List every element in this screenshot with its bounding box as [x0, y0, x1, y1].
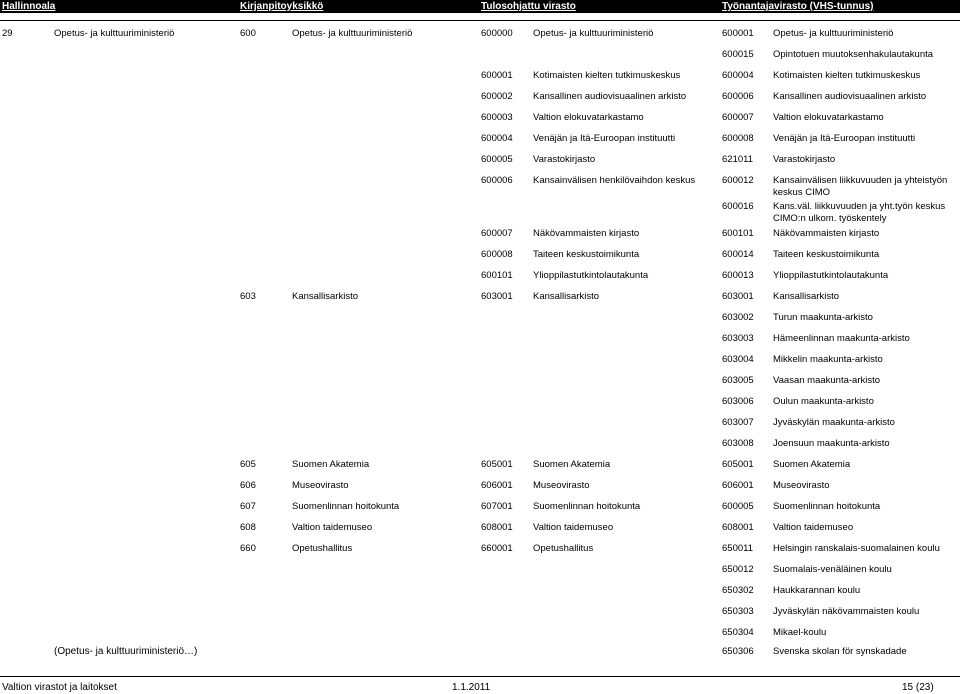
to-name: Taiteen keskustoimikunta — [533, 249, 640, 260]
header-kirjanpitoyksikko: Kirjanpitoyksikkö — [240, 1, 324, 12]
ta-name: Jyväskylän maakunta-arkisto — [773, 417, 895, 428]
to-name: Valtion elokuvatarkastamo — [533, 112, 644, 123]
header-tyonantajavirasto: Työnantajavirasto (VHS-tunnus) — [722, 1, 874, 12]
kp-code: 607 — [240, 501, 256, 512]
ta-name: Svenska skolan för synskadade — [773, 646, 907, 657]
ta-code: 600005 — [722, 501, 754, 512]
kp-code: 603 — [240, 291, 256, 302]
ta-code: 600012 — [722, 175, 754, 186]
ta-code: 600101 — [722, 228, 754, 239]
ta-code: 600008 — [722, 133, 754, 144]
header-hallinnonala: Hallinnoala — [2, 1, 56, 12]
to-name: Opetushallitus — [533, 543, 594, 554]
to-name: Suomenlinnan hoitokunta — [533, 501, 641, 512]
kp-name: Museovirasto — [292, 480, 349, 491]
ta-name: Kansainvälisen liikkuvuuden ja yhteistyön keskus CIMO — [773, 175, 948, 198]
kp-name: Opetus- ja kulttuuriministeriö — [292, 28, 413, 39]
footer-page-number: 15 (23) — [902, 682, 934, 693]
ta-code: 621011 — [722, 154, 753, 165]
kp-name: Suomen Akatemia — [292, 459, 370, 470]
ta-code: 600006 — [722, 91, 754, 102]
ta-name: Varastokirjasto — [773, 154, 836, 165]
kp-code: 605 — [240, 459, 256, 470]
to-code: 605001 — [481, 459, 513, 470]
to-code: 608001 — [481, 522, 513, 533]
ta-code: 603003 — [722, 333, 754, 344]
kp-code: 606 — [240, 480, 256, 491]
to-name: Kansallinen audiovisuaalinen arkisto — [533, 91, 687, 102]
to-name: Kotimaisten kielten tutkimuskeskus — [533, 70, 681, 81]
ta-name: Opintotuen muutoksenhakulautakunta — [773, 49, 934, 60]
ta-code: 650012 — [722, 564, 754, 575]
ta-code: 603004 — [722, 354, 754, 365]
to-code: 600000 — [481, 28, 513, 39]
to-code: 606001 — [481, 480, 513, 491]
ta-code: 603006 — [722, 396, 754, 407]
ta-name: Helsingin ranskalais-suomalainen koulu — [773, 543, 940, 554]
header-tulosohjattu-virasto: Tulosohjattu virasto — [481, 1, 576, 12]
ta-code: 603005 — [722, 375, 754, 386]
to-name: Ylioppilastutkintolautakunta — [533, 270, 649, 281]
ta-name: Hämeenlinnan maakunta-arkisto — [773, 333, 910, 344]
to-code: 600002 — [481, 91, 513, 102]
ta-name: Suomen Akatemia — [773, 459, 851, 470]
to-code: 600006 — [481, 175, 513, 186]
ta-name: Opetus- ja kulttuuriministeriö — [773, 28, 894, 39]
ta-code: 608001 — [722, 522, 754, 533]
ta-code: 650302 — [722, 585, 754, 596]
to-code: 600008 — [481, 249, 513, 260]
to-code: 600005 — [481, 154, 513, 165]
ta-code: 650306 — [722, 646, 754, 657]
header-divider — [0, 20, 960, 21]
to-name: Venäjän ja Itä-Euroopan instituutti — [533, 133, 676, 144]
ta-name: Joensuun maakunta-arkisto — [773, 438, 890, 449]
kp-code: 660 — [240, 543, 256, 554]
hallinnonala-name: Opetus- ja kulttuuriministeriö — [54, 28, 175, 39]
ta-code: 600015 — [722, 49, 754, 60]
ta-code: 603002 — [722, 312, 754, 323]
to-code: 600003 — [481, 112, 513, 123]
to-name: Varastokirjasto — [533, 154, 596, 165]
ta-name: Valtion taidemuseo — [773, 522, 854, 533]
ta-name: Venäjän ja Itä-Euroopan instituutti — [773, 133, 916, 144]
ta-name: Mikael-koulu — [773, 627, 827, 638]
to-name: Suomen Akatemia — [533, 459, 611, 470]
ta-code: 600013 — [722, 270, 754, 281]
ta-name: Suomenlinnan hoitokunta — [773, 501, 881, 512]
to-name: Kansallisarkisto — [533, 291, 599, 302]
ta-name: Taiteen keskustoimikunta — [773, 249, 880, 260]
kp-code: 608 — [240, 522, 256, 533]
footer-title: Valtion virastot ja laitokset — [2, 682, 117, 693]
to-code: 600101 — [481, 270, 513, 281]
footer-date: 1.1.2011 — [452, 682, 491, 693]
to-code: 607001 — [481, 501, 513, 512]
ta-code: 600007 — [722, 112, 754, 123]
ta-name: Suomalais-venäläinen koulu — [773, 564, 892, 575]
ta-name: Jyväskylän näkövammaisten koulu — [773, 606, 920, 617]
ta-code: 600001 — [722, 28, 754, 39]
kp-name: Kansallisarkisto — [292, 291, 358, 302]
ta-name: Kans.väl. liikkuvuuden ja yht.työn keskus CIMO:n ulkom. työskentely — [773, 201, 946, 224]
table-header — [0, 0, 960, 13]
to-name: Museovirasto — [533, 480, 590, 491]
kp-name: Suomenlinnan hoitokunta — [292, 501, 400, 512]
to-code: 600004 — [481, 133, 513, 144]
to-code: 600007 — [481, 228, 513, 239]
to-name: Opetus- ja kulttuuriministeriö — [533, 28, 654, 39]
ta-code: 600004 — [722, 70, 754, 81]
footer-divider — [0, 676, 960, 677]
ta-code: 600014 — [722, 249, 754, 260]
to-name: Näkövammaisten kirjasto — [533, 228, 640, 239]
ta-code: 650303 — [722, 606, 754, 617]
ta-name: Haukkarannan koulu — [773, 585, 861, 596]
kp-name: Valtion taidemuseo — [292, 522, 373, 533]
ta-name: Valtion elokuvatarkastamo — [773, 112, 884, 123]
ta-name: Vaasan maakunta-arkisto — [773, 375, 881, 386]
ta-name: Museovirasto — [773, 480, 830, 491]
ta-name: Kansallisarkisto — [773, 291, 839, 302]
ta-name: Näkövammaisten kirjasto — [773, 228, 880, 239]
continuation-label: (Opetus- ja kulttuuriministeriö…) — [54, 646, 198, 657]
ta-code: 606001 — [722, 480, 754, 491]
to-code: 660001 — [481, 543, 513, 554]
ta-code: 600016 — [722, 201, 754, 212]
ta-name: Mikkelin maakunta-arkisto — [773, 354, 883, 365]
ta-code: 603008 — [722, 438, 754, 449]
ta-code: 650304 — [722, 627, 754, 638]
ta-code: 650011 — [722, 543, 753, 554]
ta-name: Kotimaisten kielten tutkimuskeskus — [773, 70, 921, 81]
to-name: Kansainvälisen henkilövaihdon keskus — [533, 175, 696, 186]
ta-code: 605001 — [722, 459, 754, 470]
ta-name: Kansallinen audiovisuaalinen arkisto — [773, 91, 927, 102]
kp-name: Opetushallitus — [292, 543, 353, 554]
hallinnonala-number: 29 — [2, 28, 13, 39]
to-code: 603001 — [481, 291, 513, 302]
ta-code: 603001 — [722, 291, 754, 302]
kp-code: 600 — [240, 28, 256, 39]
ta-name: Ylioppilastutkintolautakunta — [773, 270, 889, 281]
to-code: 600001 — [481, 70, 513, 81]
to-name: Valtion taidemuseo — [533, 522, 614, 533]
ta-code: 603007 — [722, 417, 754, 428]
ta-name: Oulun maakunta-arkisto — [773, 396, 874, 407]
ta-name: Turun maakunta-arkisto — [773, 312, 873, 323]
